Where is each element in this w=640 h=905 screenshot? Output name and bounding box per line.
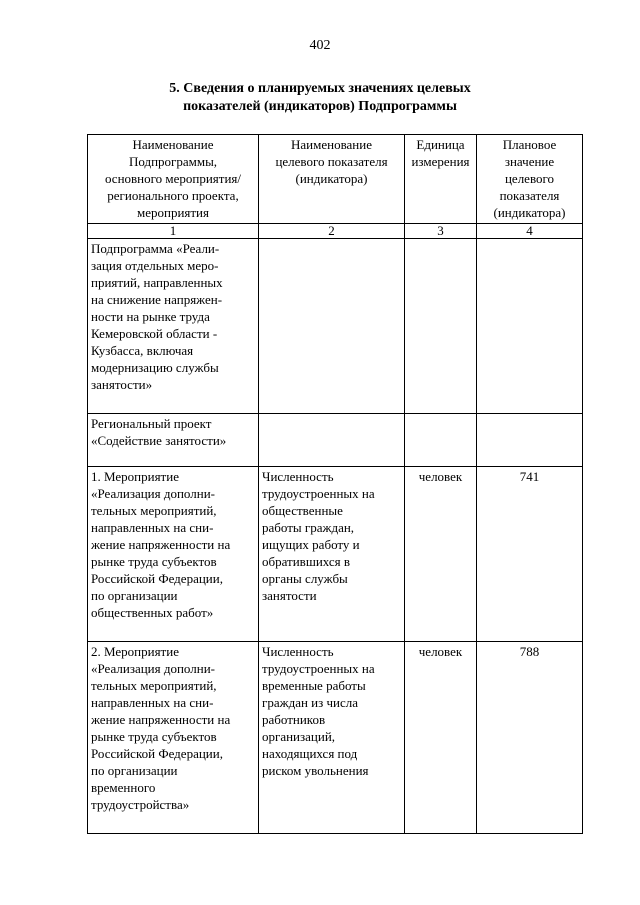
header-line: (индикатора) bbox=[295, 171, 368, 186]
row-value: 741 bbox=[477, 467, 583, 642]
text-line: ности на рынке труда bbox=[91, 309, 210, 324]
text-line: временного bbox=[91, 780, 156, 795]
row-value bbox=[477, 239, 583, 414]
header-unit bbox=[405, 135, 477, 224]
text-line: общественные bbox=[262, 503, 343, 518]
text-line: «Реализация дополни- bbox=[91, 486, 215, 501]
header-line: Подпрограммы, bbox=[128, 154, 218, 169]
text-line: занятости» bbox=[91, 377, 153, 392]
row-value: 788 bbox=[477, 642, 583, 834]
header-line: Наименование bbox=[132, 137, 214, 152]
row-indicator bbox=[259, 414, 405, 467]
row-name bbox=[88, 467, 259, 642]
text-line: по организации bbox=[91, 763, 178, 778]
text-line: направленных на сни- bbox=[91, 520, 214, 535]
column-number: 4 bbox=[477, 224, 583, 239]
text-line: Численность bbox=[262, 469, 334, 484]
indicators-table bbox=[87, 134, 583, 834]
text-line: Численность bbox=[262, 644, 334, 659]
column-number-row bbox=[88, 224, 583, 239]
text-line: работников bbox=[262, 712, 326, 727]
header-line: основного мероприятия/ bbox=[104, 171, 242, 186]
row-value bbox=[477, 414, 583, 467]
text-line: рынке труда субъектов bbox=[91, 554, 217, 569]
header-indicator bbox=[259, 135, 405, 224]
text-line: на снижение напряжен- bbox=[91, 292, 223, 307]
header-value bbox=[477, 135, 583, 224]
row-unit bbox=[405, 414, 477, 467]
section-title-line: показателей (индикаторов) Подпрограммы bbox=[183, 99, 457, 114]
section-title bbox=[0, 80, 640, 116]
text-line: жение напряженности на bbox=[91, 712, 231, 727]
text-line: занятости bbox=[262, 588, 317, 603]
text-line: Российской Федерации, bbox=[91, 746, 223, 761]
table-row bbox=[88, 239, 583, 414]
text-line: ищущих работу и bbox=[262, 537, 360, 552]
text-line: работы граждан, bbox=[262, 520, 355, 535]
column-number: 3 bbox=[405, 224, 477, 239]
text-line: «Реализация дополни- bbox=[91, 661, 215, 676]
text-line: трудоустроенных на bbox=[262, 486, 375, 501]
text-line: по организации bbox=[91, 588, 178, 603]
text-line: модернизацию службы bbox=[91, 360, 219, 375]
text-line: общественных работ» bbox=[91, 605, 214, 620]
header-line: целевого bbox=[504, 171, 555, 186]
row-name bbox=[88, 642, 259, 834]
header-line: регионального проекта, bbox=[107, 188, 239, 203]
text-line: жение напряженности на bbox=[91, 537, 231, 552]
header-line: значение bbox=[504, 154, 555, 169]
header-name bbox=[88, 135, 259, 224]
text-line: риском увольнения bbox=[262, 763, 369, 778]
text-line: трудоустроенных на bbox=[262, 661, 375, 676]
text-line: Региональный проект bbox=[91, 416, 212, 431]
row-indicator bbox=[259, 642, 405, 834]
row-name bbox=[88, 414, 259, 467]
text-line: трудоустройства» bbox=[91, 797, 190, 812]
text-line: временные работы bbox=[262, 678, 366, 693]
text-line: обратившихся в bbox=[262, 554, 351, 569]
row-unit bbox=[405, 239, 477, 414]
table-header-row bbox=[88, 135, 583, 224]
text-line: граждан из числа bbox=[262, 695, 359, 710]
table-row bbox=[88, 414, 583, 467]
row-indicator bbox=[259, 467, 405, 642]
header-line: (индикатора) bbox=[493, 205, 566, 220]
header-line: Наименование bbox=[291, 137, 372, 152]
header-line: Единица bbox=[416, 137, 465, 152]
text-line: направленных на сни- bbox=[91, 695, 214, 710]
text-line: приятий, направленных bbox=[91, 275, 223, 290]
column-number: 1 bbox=[88, 224, 259, 239]
row-unit: человек bbox=[405, 642, 477, 834]
text-line: тельных мероприятий, bbox=[91, 503, 217, 518]
text-line: зация отдельных меро- bbox=[91, 258, 219, 273]
text-line: находящихся под bbox=[262, 746, 358, 761]
header-line: целевого показателя bbox=[275, 154, 388, 169]
table-row bbox=[88, 642, 583, 834]
text-line: Кемеровской области - bbox=[91, 326, 218, 341]
section-title-line: 5. Сведения о планируемых значениях целевых bbox=[169, 81, 471, 96]
row-name bbox=[88, 239, 259, 414]
table-row bbox=[88, 467, 583, 642]
text-line: Кузбасса, включая bbox=[91, 343, 194, 358]
row-unit: человек bbox=[405, 467, 477, 642]
page-number: 402 bbox=[309, 38, 331, 53]
text-line: органы службы bbox=[262, 571, 348, 586]
header-line: Плановое bbox=[502, 137, 557, 152]
header-line: мероприятия bbox=[136, 205, 209, 220]
text-line: рынке труда субъектов bbox=[91, 729, 217, 744]
text-line: «Содействие занятости» bbox=[91, 433, 227, 448]
text-line: Подпрограмма «Реали- bbox=[91, 241, 220, 256]
row-indicator bbox=[259, 239, 405, 414]
text-line: организаций, bbox=[262, 729, 336, 744]
text-line: 2. Мероприятие bbox=[91, 644, 179, 659]
text-line: Российской Федерации, bbox=[91, 571, 223, 586]
text-line: 1. Мероприятие bbox=[91, 469, 179, 484]
header-line: показателя bbox=[499, 188, 560, 203]
text-line: тельных мероприятий, bbox=[91, 678, 217, 693]
column-number: 2 bbox=[259, 224, 405, 239]
header-line: измерения bbox=[411, 154, 470, 169]
